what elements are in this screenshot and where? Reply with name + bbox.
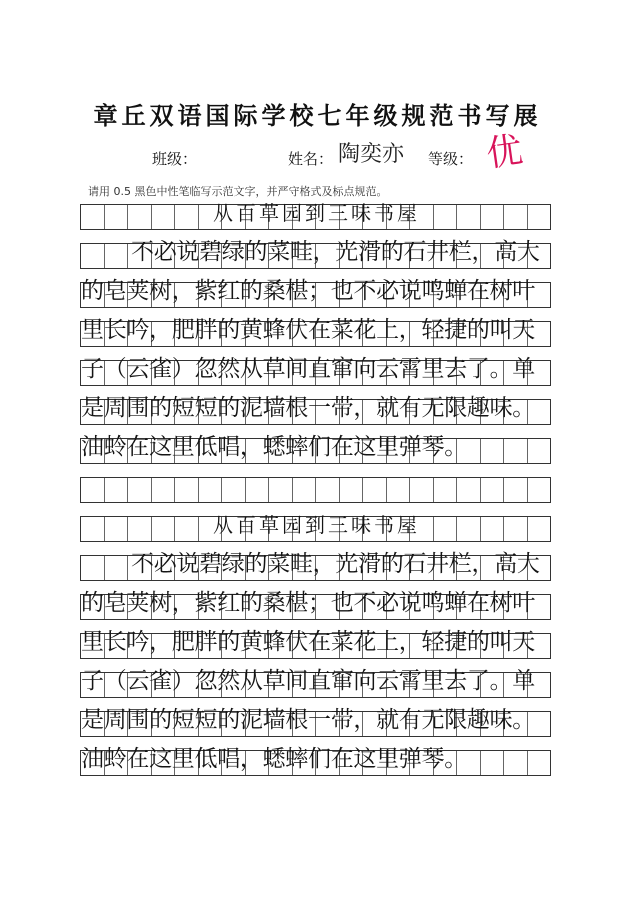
model-line: 的皂荚树，紫红的桑椹；也不必说鸣蝉在树叶 <box>81 590 536 616</box>
model-title: 从百草园到三味书屋 <box>213 513 420 537</box>
model-line: 子（云雀）忽然从草间直窜向云霄里去了。单 <box>81 668 536 694</box>
grid-row-empty <box>80 477 551 503</box>
grid-row <box>80 746 551 776</box>
instruction-text: 请用 0.5 黑色中性笔临写示范文字，并严守格式及标点规范。 <box>88 185 388 198</box>
grade-label: 等级： <box>428 150 474 168</box>
grid-row <box>80 590 551 620</box>
class-label: 班级： <box>152 150 198 168</box>
grid-row <box>80 513 551 542</box>
name-value: 陶奕亦 <box>338 142 405 167</box>
grid-row <box>80 551 551 581</box>
grid-row <box>80 201 551 230</box>
grid-row <box>80 707 551 737</box>
essay-line: 油蛉在这里低唱，蟋蟀们在这里弹琴。 <box>81 434 467 460</box>
model-line: 里长吟，肥胖的黄蜂伏在菜花上，轻捷的叫天 <box>81 629 536 655</box>
grid-row <box>80 278 551 308</box>
essay-line: 不必说碧绿的菜畦，光滑的石井栏，高大 <box>131 239 540 265</box>
grid-row <box>80 317 551 347</box>
grid-row <box>80 356 551 386</box>
grid-row <box>80 239 551 269</box>
essay-line: 的皂荚树，紫红的桑椹；也不必说鸣蝉在树叶 <box>81 278 536 304</box>
essay-title: 从百草园到三味书屋 <box>213 201 420 225</box>
grade-value: 优 <box>483 129 526 176</box>
grid-row <box>80 434 551 464</box>
model-line: 油蛉在这里低唱，蟋蟀们在这里弹琴。 <box>81 746 467 772</box>
essay-line: 里长吟，肥胖的黄蜂伏在菜花上，轻捷的叫天 <box>81 317 536 343</box>
grid-row <box>80 668 551 698</box>
page-title: 章丘双语国际学校七年级规范书写展 <box>93 101 542 130</box>
name-label: 姓名： <box>288 150 334 168</box>
essay-line: 子（云雀）忽然从草间直窜向云霄里去了。单 <box>81 356 536 382</box>
writing-grid <box>80 200 551 810</box>
essay-line: 是周围的短短的泥墙根一带，就有无限趣味。 <box>81 395 536 421</box>
model-line: 不必说碧绿的菜畦，光滑的石井栏，高大 <box>131 551 540 577</box>
model-line: 是周围的短短的泥墙根一带，就有无限趣味。 <box>81 707 536 733</box>
grid-row <box>80 395 551 425</box>
grid-row <box>80 629 551 659</box>
